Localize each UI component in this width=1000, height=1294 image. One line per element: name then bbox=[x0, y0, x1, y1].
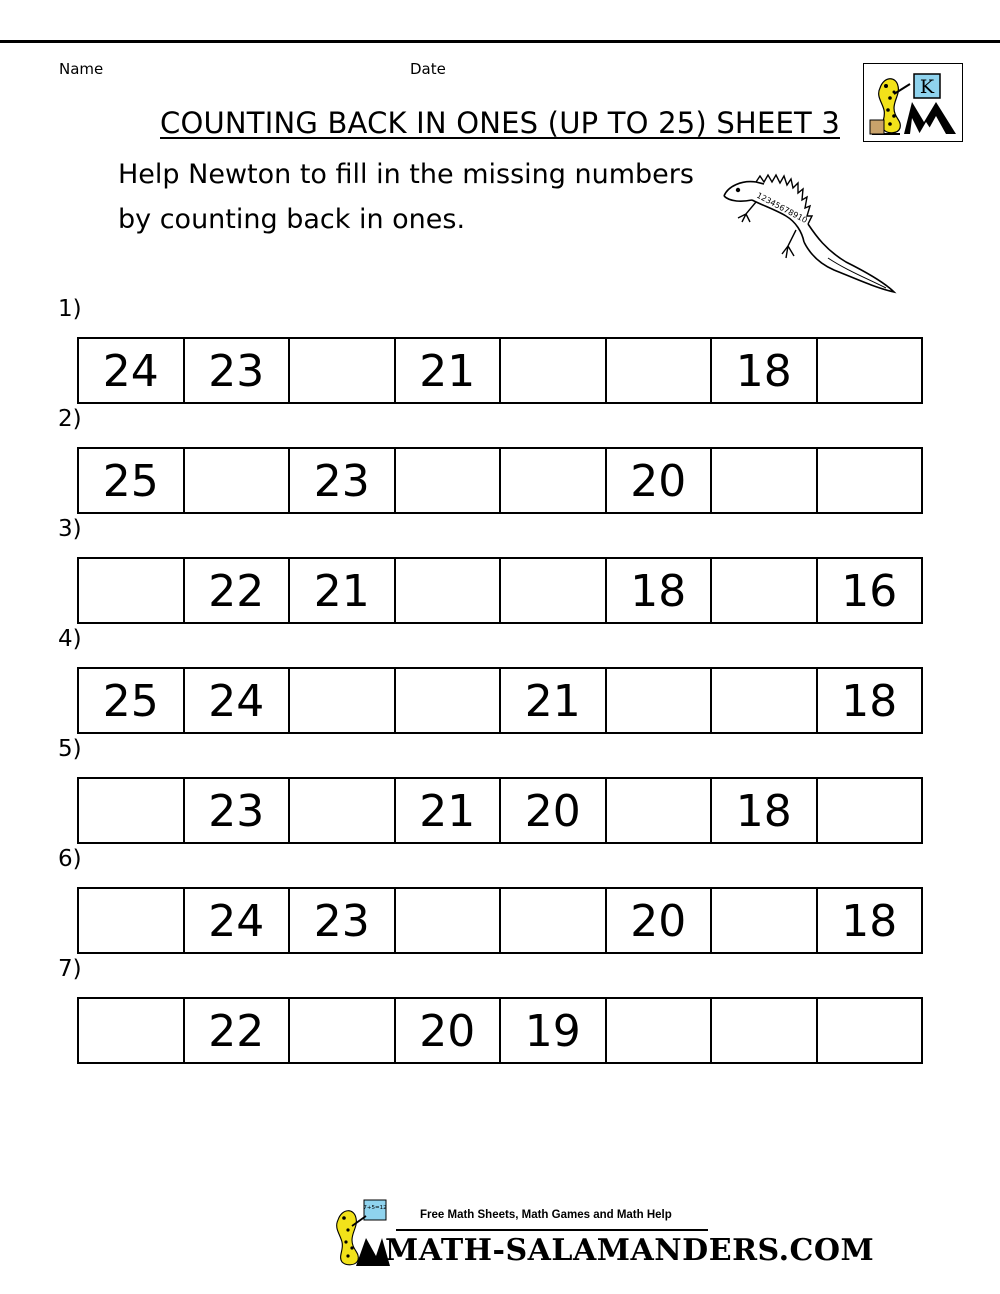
top-rule bbox=[0, 40, 1000, 43]
question-number: 5) bbox=[58, 736, 82, 762]
given-number-box: 20 bbox=[607, 449, 713, 512]
instruction-line-2: by counting back in ones. bbox=[118, 204, 466, 235]
question-number: 2) bbox=[58, 406, 82, 432]
given-number-box: 21 bbox=[396, 339, 502, 402]
blank-number-box[interactable] bbox=[290, 999, 396, 1062]
blank-number-box[interactable] bbox=[290, 669, 396, 732]
blank-number-box[interactable] bbox=[501, 339, 607, 402]
number-sequence-row bbox=[77, 887, 923, 954]
footer-salamander-logo-icon bbox=[326, 1198, 390, 1268]
given-number-box: 16 bbox=[841, 566, 898, 617]
given-number-box: 23 bbox=[185, 339, 291, 402]
given-number-box: 22 bbox=[185, 999, 291, 1062]
given-number-box: 18 bbox=[712, 779, 818, 842]
blank-number-box[interactable] bbox=[396, 559, 502, 622]
given-number-box: 24 bbox=[185, 669, 291, 732]
footer-logo-sum: 7+5=12 bbox=[363, 1205, 387, 1211]
number-sequence-row bbox=[77, 777, 923, 844]
blank-number-box[interactable] bbox=[501, 889, 607, 952]
given-number-box: 24 bbox=[79, 339, 185, 402]
worksheet-title-text: COUNTING BACK IN ONES (UP TO 25) SHEET 3 bbox=[160, 106, 840, 140]
blank-number-box[interactable] bbox=[712, 559, 818, 622]
blank-number-box[interactable] bbox=[501, 559, 607, 622]
blank-number-box[interactable] bbox=[79, 779, 185, 842]
blank-number-box[interactable] bbox=[396, 669, 502, 732]
question-number: 3) bbox=[58, 516, 82, 542]
instructions bbox=[118, 152, 718, 242]
blank-number-box[interactable] bbox=[818, 999, 922, 1062]
given-number-box: 18 bbox=[841, 676, 898, 727]
number-sequence-row bbox=[77, 667, 923, 734]
blank-number-box[interactable] bbox=[290, 339, 396, 402]
number-sequence-row bbox=[77, 447, 923, 514]
footer-rule bbox=[396, 1229, 708, 1231]
given-number-box: 21 bbox=[290, 559, 396, 622]
given-number-box: 18 bbox=[712, 339, 818, 402]
given-number-box: 20 bbox=[396, 999, 502, 1062]
given-number-box: 23 bbox=[185, 779, 291, 842]
given-number-box: 21 bbox=[396, 779, 502, 842]
question-number: 7) bbox=[58, 956, 82, 982]
number-sequence-row bbox=[77, 337, 923, 404]
logo-letter: K bbox=[919, 76, 935, 98]
blank-number-box[interactable] bbox=[396, 889, 502, 952]
blank-number-box[interactable] bbox=[607, 779, 713, 842]
given-number-box: 18 bbox=[607, 559, 713, 622]
given-number-box: 19 bbox=[501, 999, 607, 1062]
blank-number-box[interactable] bbox=[290, 779, 396, 842]
blank-number-box[interactable] bbox=[79, 999, 185, 1062]
blank-number-box[interactable] bbox=[396, 449, 502, 512]
blank-number-box[interactable] bbox=[501, 449, 607, 512]
blank-number-box[interactable] bbox=[607, 339, 713, 402]
blank-number-box[interactable] bbox=[818, 339, 922, 402]
given-number-box: 24 bbox=[185, 889, 291, 952]
question-number: 1) bbox=[58, 296, 82, 322]
given-number-box: 23 bbox=[290, 889, 396, 952]
blank-number-box[interactable] bbox=[712, 999, 818, 1062]
given-number-box: 20 bbox=[607, 889, 713, 952]
blank-number-box[interactable] bbox=[607, 999, 713, 1062]
given-number-box: 22 bbox=[185, 559, 291, 622]
blank-number-box[interactable] bbox=[79, 559, 185, 622]
question-number: 4) bbox=[58, 626, 82, 652]
worksheet-title bbox=[0, 106, 1000, 140]
footer-site-name: MATH-SALAMANDERS.COM bbox=[385, 1233, 875, 1268]
given-number-box: 20 bbox=[501, 779, 607, 842]
newt-number-sequence: 12345678910 bbox=[755, 190, 809, 226]
number-sequence-row bbox=[77, 557, 923, 624]
given-number-box: 25 bbox=[79, 449, 185, 512]
footer-tagline: Free Math Sheets, Math Games and Math Help bbox=[420, 1209, 672, 1221]
given-number-box: 23 bbox=[290, 449, 396, 512]
blank-number-box[interactable] bbox=[818, 449, 922, 512]
given-number-box: 18 bbox=[841, 896, 898, 947]
newton-newt-illustration bbox=[716, 150, 901, 300]
blank-number-box[interactable] bbox=[79, 889, 185, 952]
date-label: Date bbox=[410, 60, 446, 78]
given-number-box: 25 bbox=[79, 669, 185, 732]
given-number-box: 21 bbox=[501, 669, 607, 732]
blank-number-box[interactable] bbox=[607, 669, 713, 732]
blank-number-box[interactable] bbox=[712, 889, 818, 952]
blank-number-box[interactable] bbox=[818, 779, 922, 842]
blank-number-box[interactable] bbox=[712, 449, 818, 512]
instruction-line-1: Help Newton to fill in the missing numbers bbox=[118, 159, 694, 190]
blank-number-box[interactable] bbox=[185, 449, 291, 512]
name-label: Name bbox=[59, 60, 104, 78]
number-sequence-row bbox=[77, 997, 923, 1064]
blank-number-box[interactable] bbox=[712, 669, 818, 732]
question-number: 6) bbox=[58, 846, 82, 872]
